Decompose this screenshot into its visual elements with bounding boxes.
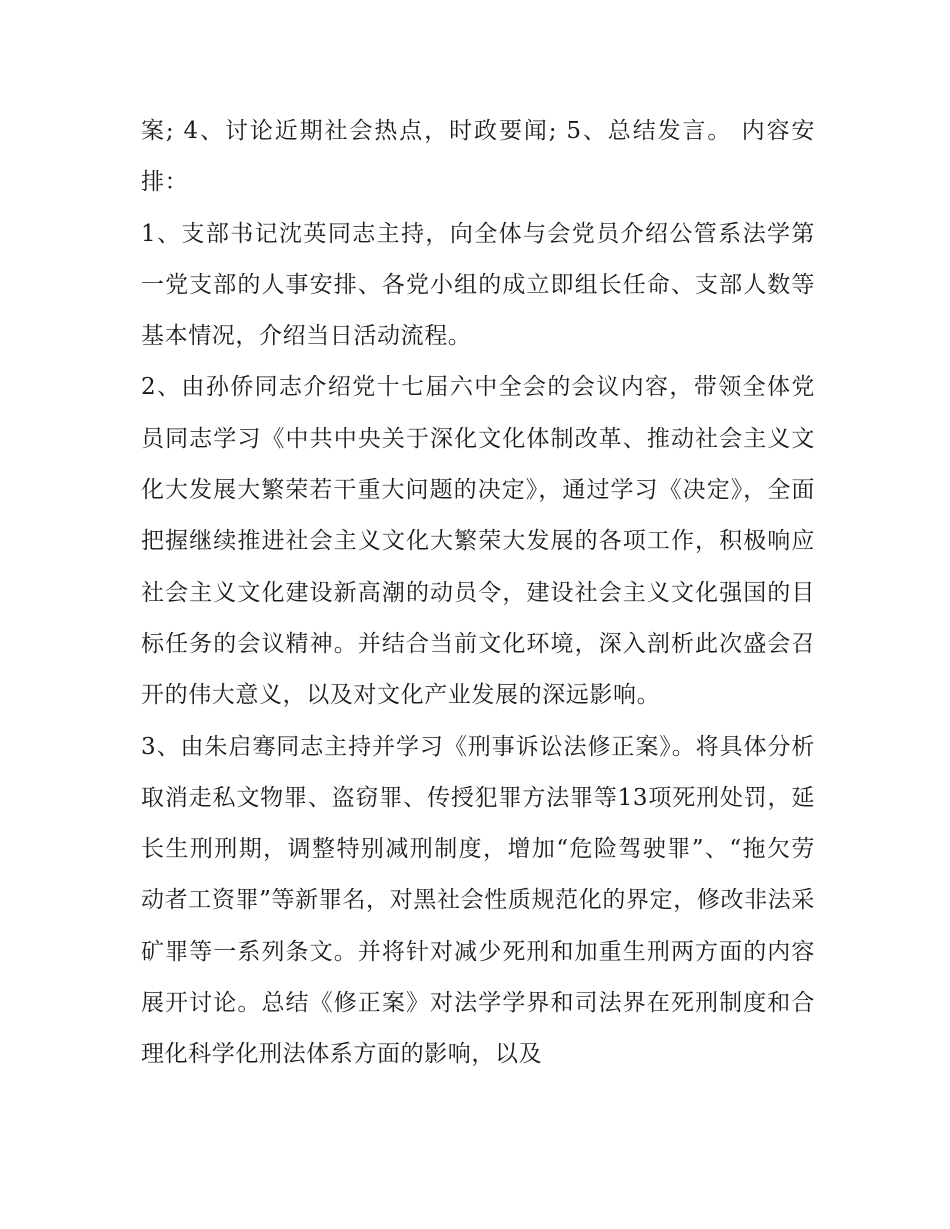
paragraph-item-3: 3、由朱启骞同志主持并学习《刑事诉讼法修正案》。将具体分析取消走私文物罪、盗窃罪、传授犯罪方法罪等13项死刑处罚，延长生刑刑期，调整特别减刑制度，增加“危险驾驶罪”、“拖欠劳动者工资罪”等新罪名，对黑社会性质规范化的界定，修改非法采矿罪等一系列条文。并将针对减少死刑和加重生刑两方面的内容展开讨论。总结《修正案》对法学学界和司法界在死刑制度和合理化科学化刑法体系方面的影响，以及: [141, 733, 815, 1068]
paragraph-item-2: 2、由孙侨同志介绍党十七届六中全会的会议内容，带领全体党员同志学习《中共中央关于深化文化体制改革、推动社会主义文化大发展大繁荣若干重大问题的决定》，通过学习《决定》，全面把握继续推进社会主义文化大繁荣大发展的各项工作，积极响应社会主义文化建设新高潮的动员令，建设社会主义文化强国的目标任务的会议精神。并结合当前文化环境，深入剖析此次盛会召开的伟大意义，以及对文化产业发展的深远影响。: [141, 374, 815, 709]
paragraph-item-1: 1、支部书记沈英同志主持，向全体与会党员介绍公管系法学第一党支部的人事安排、各党小组的成立即组长任命、支部人数等基本情况，介绍当日活动流程。: [141, 220, 815, 350]
document-body: [141, 106, 815, 1081]
paragraph-agenda-end: 案; 4、讨论近期社会热点，时政要闻; 5、总结发言。 内容安排：: [141, 118, 815, 196]
